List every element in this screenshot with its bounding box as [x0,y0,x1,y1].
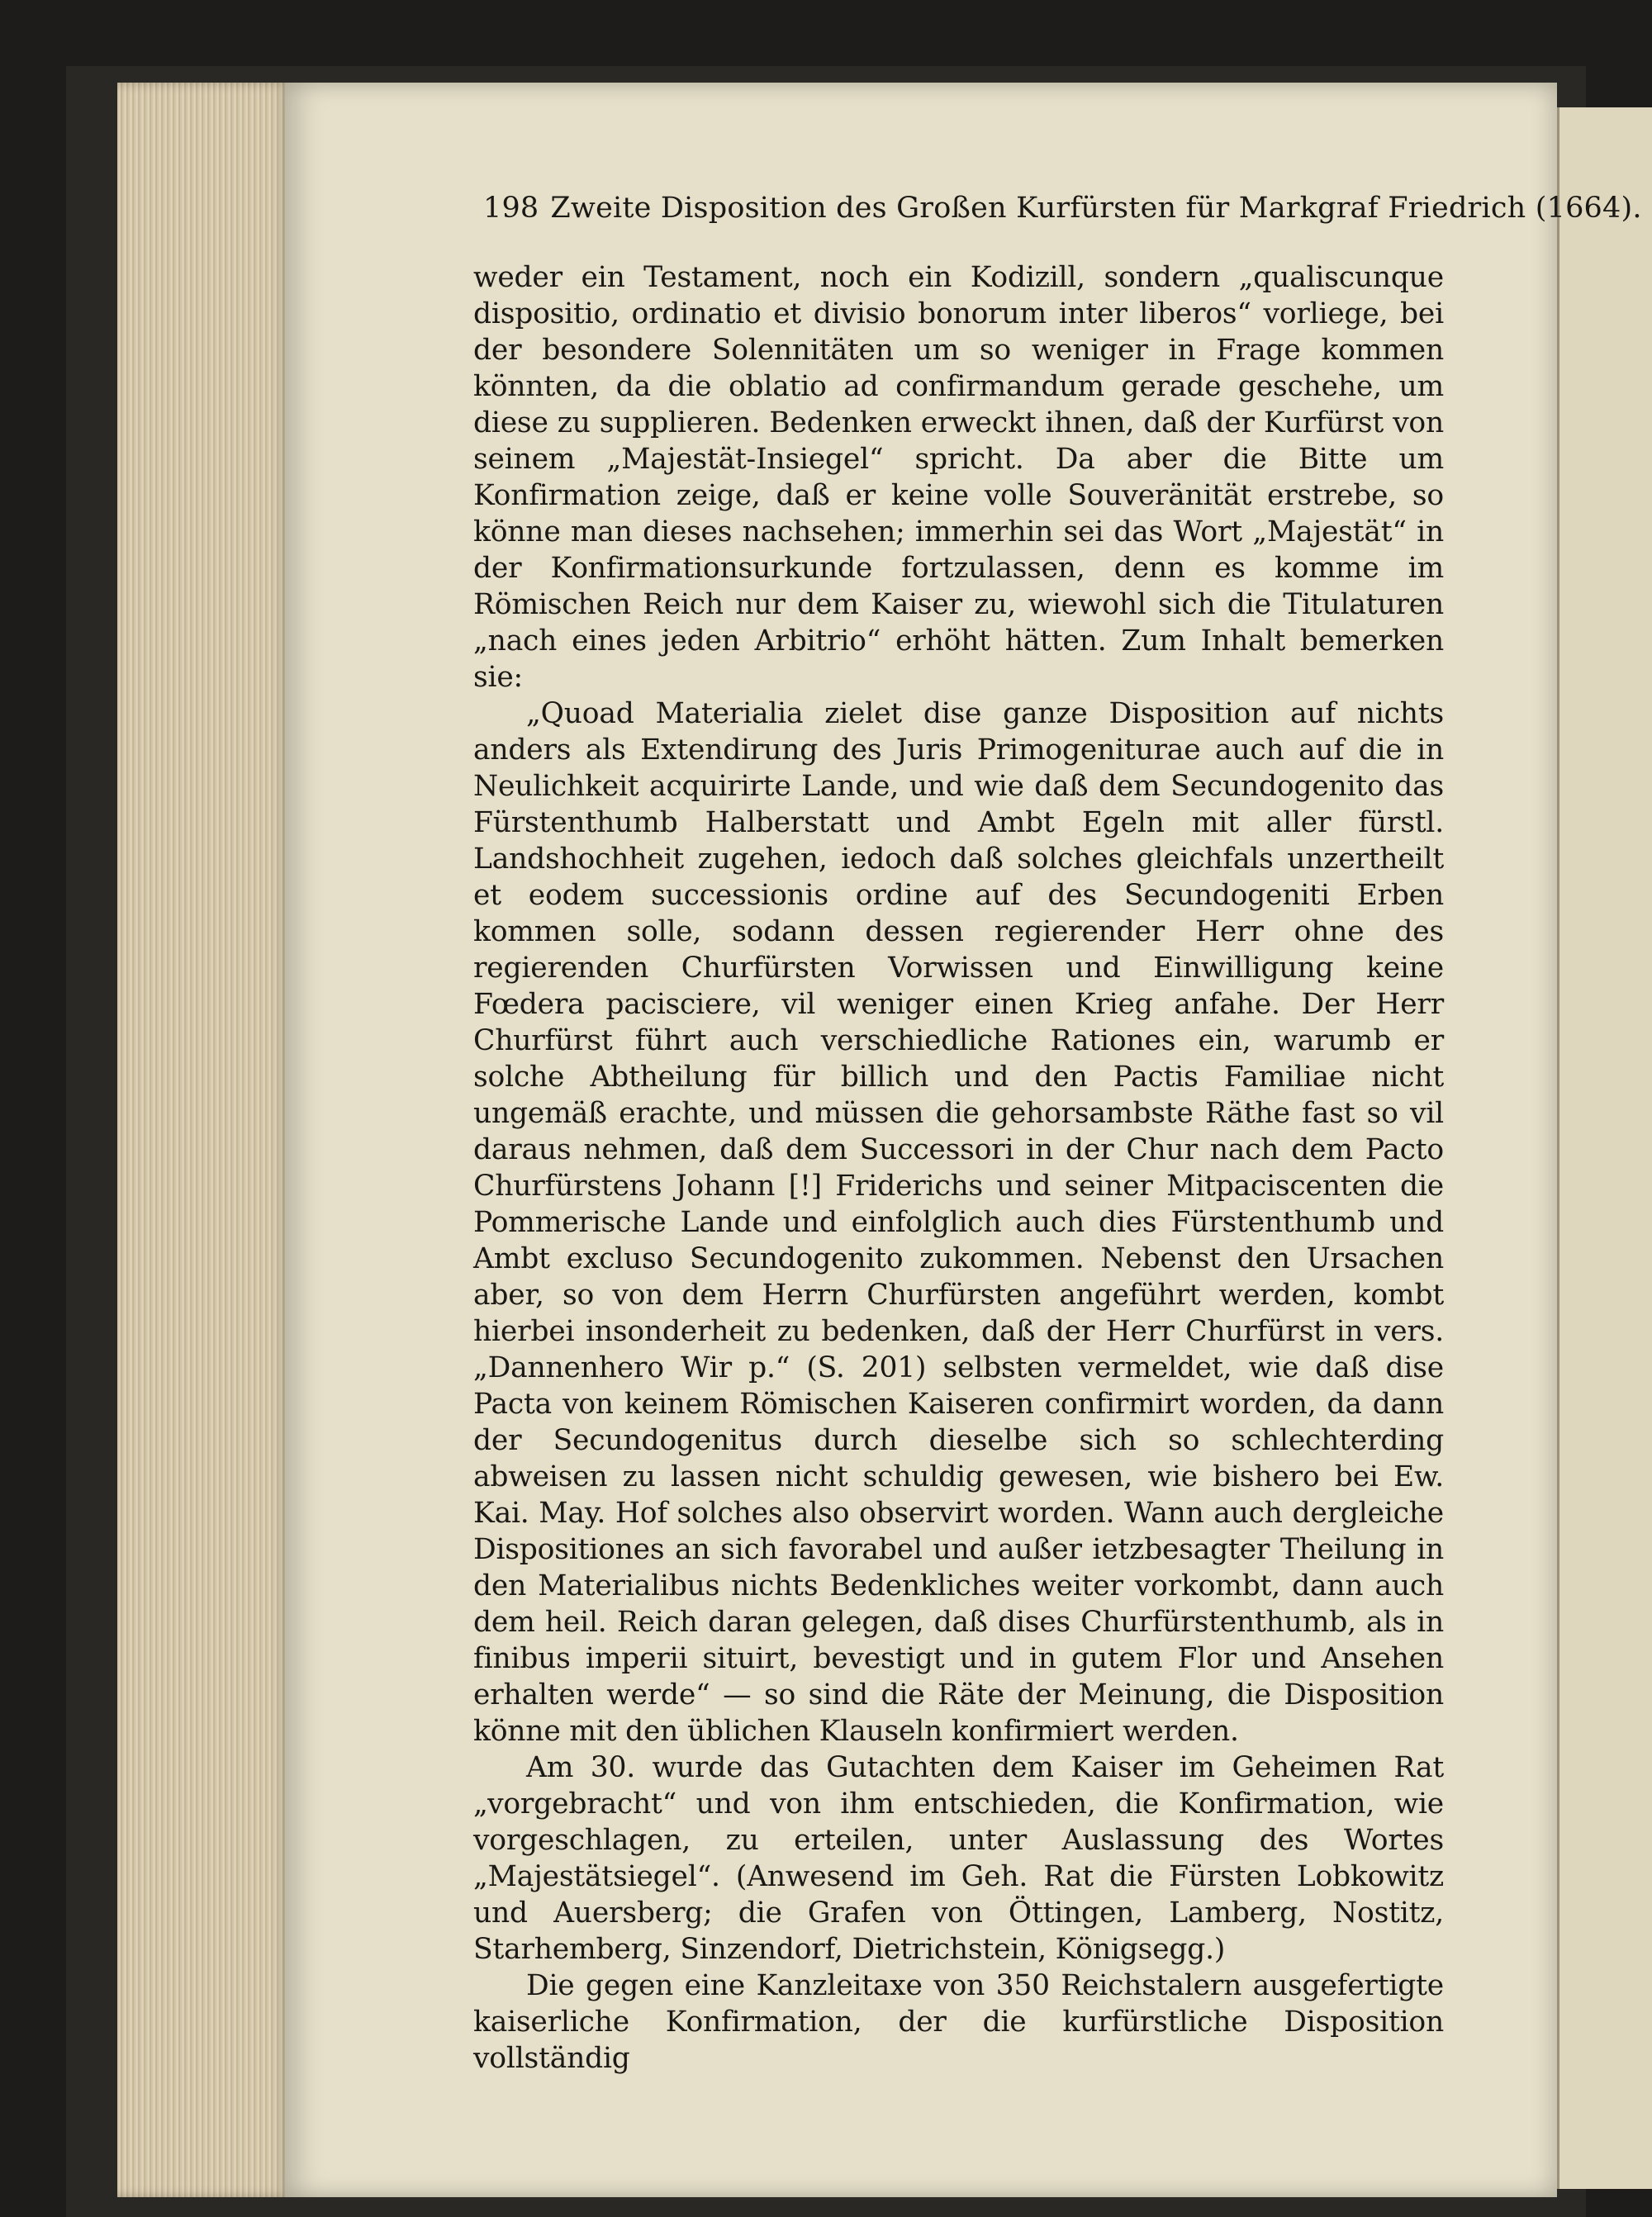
page-edges [117,83,291,2197]
running-header [483,192,1642,225]
facing-page-edge [1557,107,1652,2189]
running-title: Zweite Disposition des Großen Kurfürsten für Markgraf Friedrich (1664). [550,192,1642,225]
paragraph: Die gegen eine Kanzleitaxe von 350 Reichstalern ausgefertigte kaiserliche Konfirmation, der die kurfürstliche Disposition vollständig [473,1969,1444,2075]
body-text [473,259,1444,2077]
paragraph: weder ein Testament, noch ein Kodizill, sondern „qualiscunque dispositio, ordinatio et divisio bonorum inter liberos“ vorliege, bei der besondere Solennitäten um so weniger in Frage kommen könnten, da die oblatio ad confirmandum gerade geschehe, um diese zu supplieren. Bedenken erweckt ihnen, daß der Kurfürst von seinem „Majestät-Insiegel“ spricht. Da aber die Bitte um Konfirmation zeige, daß er keine volle Souveränität erstrebe, so könne man dieses nachsehen; immerhin sei das Wort „Majestät“ in der Konfirmationsurkunde fortzulassen, denn es komme im Römischen Reich nur dem Kaiser zu, wiewohl sich die Titulaturen „nach eines jeden Arbitrio“ erhöht hätten. Zum Inhalt bemerken sie: [473,261,1444,694]
paragraph-quote: „Quoad Materialia zielet dise ganze Disposition auf nichts anders als Extendirung des Juris Primogeniturae auch auf die in Neulichkeit acquirirte Lande, und wie daß dem Secundogenito das Fürstenthumb Halberstatt und Ambt Egeln mit aller fürstl. Landshochheit zugehen, iedoch daß solches gleichfals unzertheilt et eodem successionis ordine auf des Secundogeniti Erben kommen solle, sodann dessen regierender Herr ohne des regierenden Churfürsten Vorwissen und Einwilligung keine Fœdera pacisciere, vil weniger einen Krieg anfahe. Der Herr Churfürst führt auch verschiedliche Rationes ein, warumb er solche Abtheilung für billich und den Pactis Familiae nicht ungemäß erachte, und müssen die gehorsambste Räthe fast so vil daraus nehmen, daß dem Successori in der Chur nach dem Pacto Churfürstens Johann [!] Friderichs und seiner Mitpaciscenten die Pommerische Lande und einfolglich auch dies Fürstenthumb und Ambt excluso Secundogenito zukommen. Nebenst den Ursachen aber, so von dem Herrn Churfürsten angeführt werden, kombt hierbei insonderheit zu bedenken, daß der Herr Churfürst in vers. „Dannenhero Wir p.“ (S. 201) selbsten vermeldet, wie daß dise Pacta von keinem Römischen Kaiseren confirmirt worden, da dann der Secundogenitus durch dieselbe sich so schlechterding abweisen zu lassen nicht schuldig gewesen, wie bishero bei Ew. Kai. May. Hof solches also observirt worden. Wann auch dergleiche Dispositiones an sich favorabel und außer ietzbesagter Theilung in den Materialibus nichts Bedenkliches weiter vorkombt, dann auch dem heil. Reich daran gelegen, daß dises Churfürstenthumb, als in finibus imperii situirt, bevestigt und in gutem Flor und Ansehen erhalten werde“ — so sind die Räte der Meinung, die Disposition könne mit den üblichen Klauseln konfirmiert werden. [473,697,1444,1748]
page-number: 198 [483,192,539,225]
paragraph: Am 30. wurde das Gutachten dem Kaiser im Geheimen Rat „vorgebracht“ und von ihm entschieden, die Konfirmation, wie vorgeschlagen, zu erteilen, unter Auslassung des Wortes „Majestätsiegel“. (Anwesend im Geh. Rat die Fürsten Lobkowitz und Auersberg; die Grafen von Öttingen, Lamberg, Nostitz, Starhemberg, Sinzendorf, Dietrichstein, Königsegg.) [473,1751,1444,1966]
